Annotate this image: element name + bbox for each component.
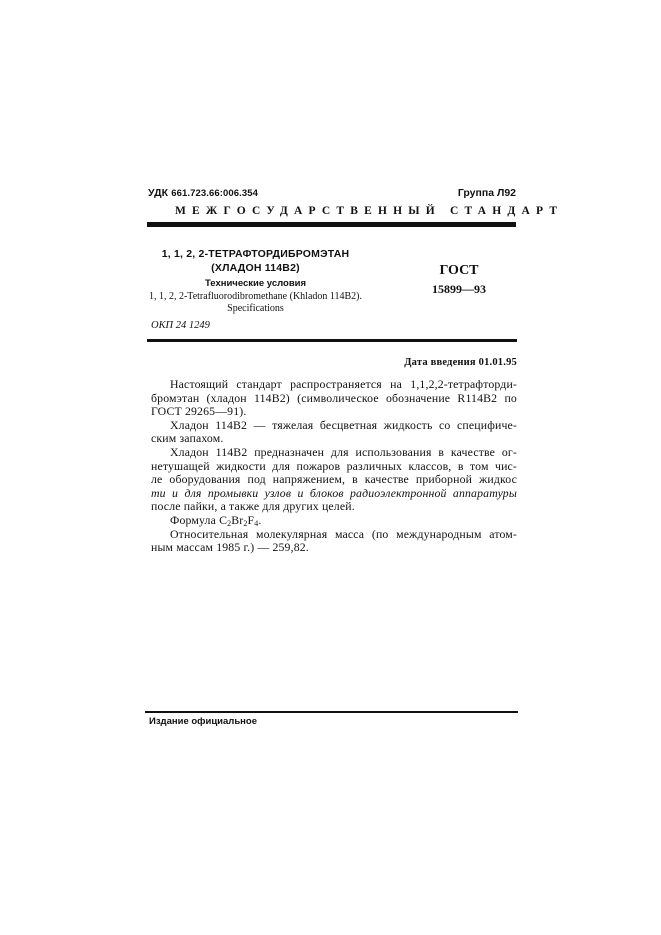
udk-number: 661.723.66:006.354 <box>171 188 259 199</box>
title-ru-line-2: (ХЛАДОН 114В2) <box>211 262 300 274</box>
paragraph-formula <box>151 514 517 528</box>
text-line: ти и для промывки узлов и блоков радиоэлектронной аппаратуры <box>151 485 517 500</box>
gost-label: ГОСТ <box>439 263 479 278</box>
subtitle-ru: Технические условия <box>204 278 307 289</box>
footer-rule <box>145 711 518 713</box>
okp-code: ОКП 24 1249 <box>151 320 210 331</box>
formula-label: Формула <box>170 512 216 527</box>
standard-type-heading: МЕЖГОСУДАРСТВЕННЫЙ СТАНДАРТ <box>175 205 564 217</box>
edition-note: Издание официальное <box>149 716 257 727</box>
group-code: Группа Л92 <box>457 187 516 199</box>
introduction-date: Дата введения 01.01.95 <box>404 357 517 368</box>
formula-br: Br <box>231 512 244 527</box>
text-line: после пайки, а также для других целей. <box>151 499 355 514</box>
title-ru-line-1: 1, 1, 2, 2-ТЕТРАФТОРДИБРОМЭТАН <box>161 248 350 260</box>
text-line: Хладон 114В2 предназначен для использования в качестве ог- <box>170 444 517 459</box>
formula-c: C <box>219 512 228 527</box>
paragraph-purpose <box>151 446 517 514</box>
paragraph-molar-mass <box>151 528 517 555</box>
formula-br-sub: 2 <box>243 518 248 528</box>
text-line: Хладон 114В2 — тяжелая бесцветная жидкость со специфиче- <box>170 417 517 432</box>
formula-end: . <box>258 512 262 527</box>
text-line: ным массам 1985 г.) — 259,82. <box>151 540 309 555</box>
text-line: бромэтан (хладон 114В2) (символическое обозначение R114B2 по <box>151 390 517 405</box>
text-line: Настоящий стандарт распространяется на 1,1,2,2-тетрафторди- <box>170 377 517 391</box>
formula-line <box>151 514 517 528</box>
paragraph-scope <box>151 378 517 419</box>
text-line: нетушащей жидкости для пожаров различных классов, в том чис- <box>151 458 517 473</box>
udk-label: УДК <box>148 187 169 199</box>
formula-f: F <box>247 512 255 527</box>
gost-number: 15899—93 <box>432 282 486 296</box>
title-rule <box>147 339 517 342</box>
body-text <box>151 378 517 555</box>
text-line: ле оборудования под напряжением, в качестве приборной жидкос <box>151 472 517 487</box>
title-en-line-2: Specifications <box>227 303 284 314</box>
udk-code <box>148 187 258 199</box>
title-en-line-1: 1, 1, 2, 2-Tetrafluorodibromethane (Khladon 114B2). <box>148 291 363 302</box>
gost-designation <box>420 262 498 297</box>
header-rule <box>147 222 516 227</box>
formula-c-sub: 2 <box>227 518 232 528</box>
text-line: Относительная молекулярная масса (по международным атом- <box>170 526 517 541</box>
text-line: ГОСТ 29265—91). <box>151 404 247 419</box>
title-block <box>148 247 363 315</box>
formula-f-sub: 4 <box>254 518 259 528</box>
text-line: ским запахом. <box>151 431 224 446</box>
paragraph-description <box>151 419 517 446</box>
